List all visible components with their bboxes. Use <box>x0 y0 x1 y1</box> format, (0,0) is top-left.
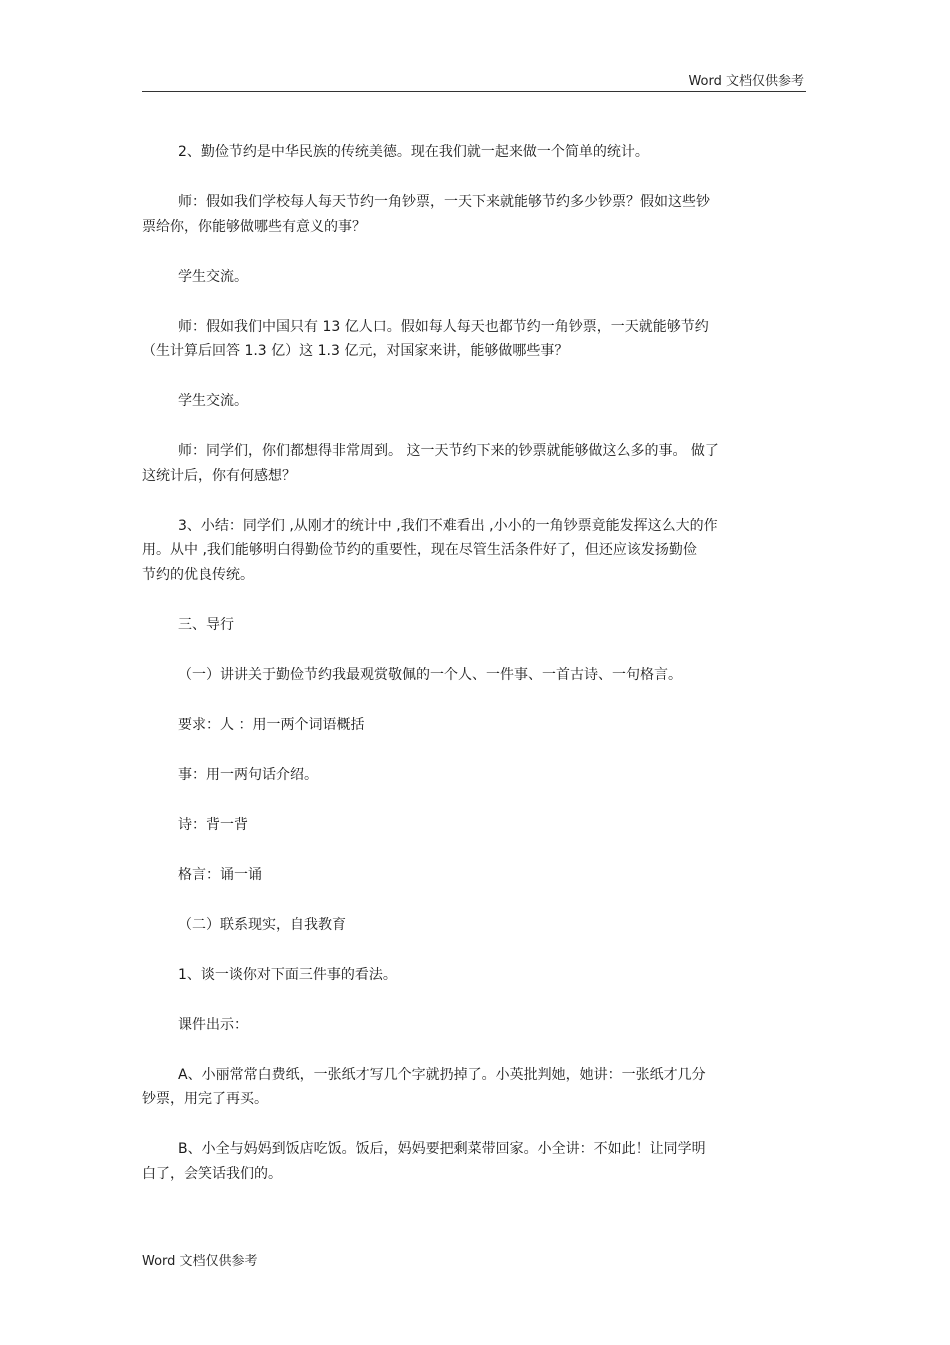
paragraph <box>142 663 806 688</box>
paragraph <box>142 863 806 888</box>
paragraph-continuation-line: 钞票，用完了再买。 <box>142 1091 268 1107</box>
paragraph <box>142 439 806 488</box>
paragraph <box>142 613 806 638</box>
paragraph <box>142 913 806 938</box>
paragraph <box>142 1137 806 1186</box>
paragraph <box>142 265 806 290</box>
paragraph-first-line: 三、导行 <box>178 616 234 633</box>
paragraph-first-line: （一）讲讲关于勤俭节约我最观赏敬佩的一个人、一件事、一首古诗、一句格言。 <box>178 666 682 683</box>
paragraph-continuation-line: 这统计后，你有何感想？ <box>142 467 296 484</box>
paragraph-first-line: 学生交流。 <box>178 268 248 285</box>
paragraph-first-line: 3、小结：同学们 ,从刚才的统计中 ,我们不难看出 ,小小的一角钞票竟能发挥这么大的作 <box>178 517 718 534</box>
paragraph-first-line: 事：用一两句话介绍。 <box>178 766 318 783</box>
paragraph-first-line: 师：同学们，你们都想得非常周到。 这一天节约下来的钞票就能够做这么多的事。 做了 <box>178 443 719 459</box>
paragraph <box>142 1063 806 1112</box>
paragraph-continuation-line: 白了，会笑话我们的。 <box>142 1165 282 1182</box>
paragraph-first-line: 要求：人 ：用一两个词语概括 <box>178 716 365 733</box>
paragraph-first-line: 师：假如我们学校每人每天节约一角钞票，一天下来就能够节约多少钞票？假如这些钞 <box>178 194 710 210</box>
page-header: Word 文档仅供参考 <box>688 74 804 89</box>
paragraph <box>142 1013 806 1038</box>
paragraph <box>142 190 806 239</box>
paragraph-first-line: 格言：诵一诵 <box>178 866 262 883</box>
paragraph <box>142 140 806 165</box>
paragraph-first-line: 2、勤俭节约是中华民族的传统美德。现在我们就一起来做一个简单的统计。 <box>178 144 649 160</box>
paragraph-first-line: A、小丽常常白费纸，一张纸才写几个字就扔掉了。小英批判她，她讲：一张纸才几分 <box>178 1066 706 1083</box>
paragraph <box>142 389 806 414</box>
paragraph-first-line: 诗：背一背 <box>178 816 248 833</box>
document-body <box>142 140 806 1212</box>
paragraph <box>142 963 806 988</box>
paragraph <box>142 713 806 738</box>
paragraph-continuation-line: 节约的优良传统。 <box>142 566 254 583</box>
paragraph-continuation-line: （生计算后回答 1.3 亿）这 1.3 亿元，对国家来讲，能够做哪些事？ <box>142 343 569 359</box>
paragraph <box>142 763 806 788</box>
paragraph-first-line: 1、谈一谈你对下面三件事的看法。 <box>178 966 397 983</box>
page-footer: Word 文档仅供参考 <box>142 1254 258 1269</box>
paragraph <box>142 813 806 838</box>
paragraph-continuation-line: 票给你，你能够做哪些有意义的事？ <box>142 218 366 235</box>
paragraph <box>142 514 806 588</box>
paragraph <box>142 315 806 364</box>
paragraph-continuation-line: 用。从中 ,我们能够明白得勤俭节约的重要性，现在尽管生活条件好了，但还应该发扬勤俭 <box>142 542 697 558</box>
paragraph-first-line: （二）联系现实，自我教育 <box>178 916 346 933</box>
paragraph-first-line: B、小全与妈妈到饭店吃饭。饭后，妈妈要把剩菜带回家。小全讲：不如此！让同学明 <box>178 1141 706 1157</box>
header-divider <box>142 91 806 92</box>
paragraph-first-line: 学生交流。 <box>178 393 248 409</box>
paragraph-first-line: 课件出示： <box>178 1016 248 1033</box>
paragraph-first-line: 师：假如我们中国只有 13 亿人口。假如每人每天也都节约一角钞票，一天就能够节约 <box>178 318 709 335</box>
